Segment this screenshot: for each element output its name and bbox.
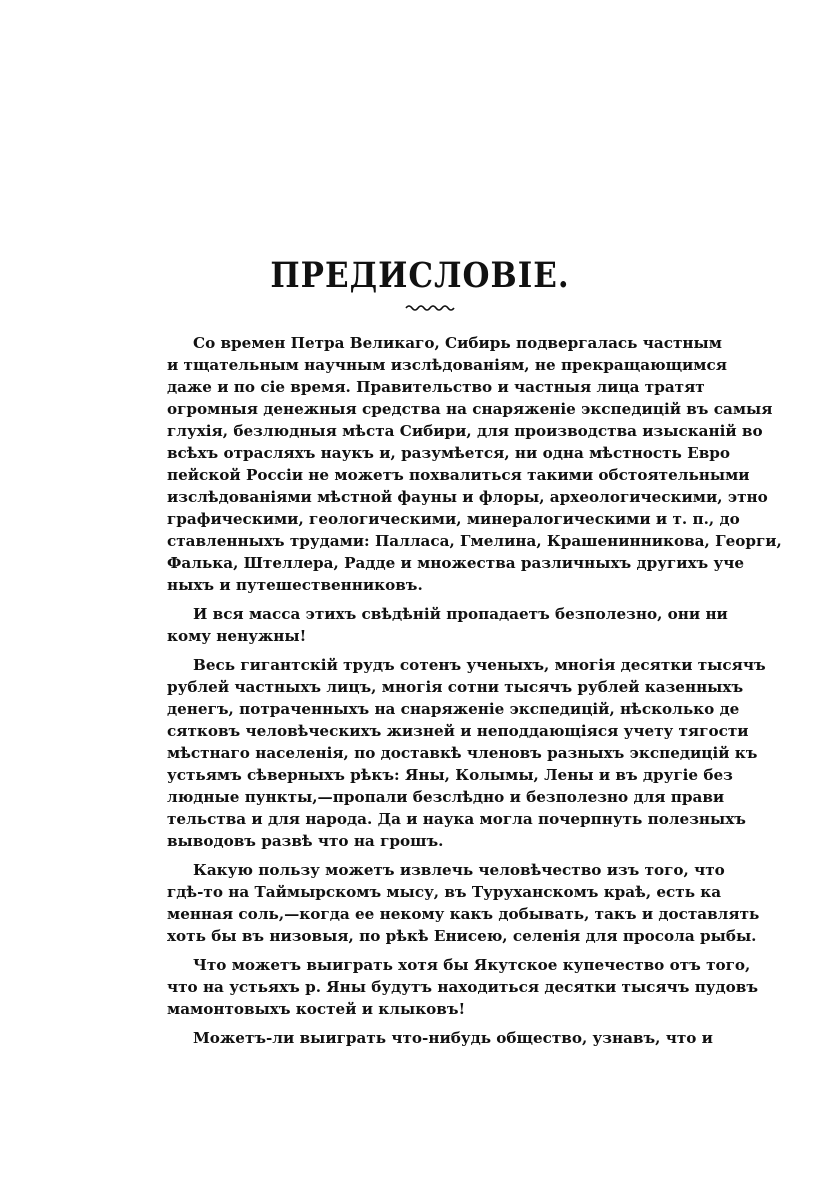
paragraph — [167, 859, 760, 947]
text-line: пейской Россіи не можетъ похвалиться такими обстоятельными — [167, 466, 750, 484]
text-line: Можетъ-ли выиграть что-нибудь общество, узнавъ, что и — [193, 1029, 713, 1047]
text-line: И вся масса этихъ свѣдѣній пропадаетъ безполезно, они ни — [193, 605, 728, 623]
text-line: что на устьяхъ р. Яны будутъ находиться десятки тысячъ пудовъ — [167, 978, 758, 996]
paragraph — [167, 603, 728, 647]
preface-body — [167, 332, 782, 1056]
text-line: огромныя денежныя средства на снаряженіе экспедицій въ самыя — [167, 400, 773, 418]
text-line: кому ненужны! — [167, 627, 307, 645]
text-line: Что можетъ выиграть хотя бы Якутское купечество отъ того, — [193, 956, 751, 974]
text-line: устьямъ сѣверныхъ рѣкъ: Яны, Колымы, Лены и въ другіе без — [167, 766, 733, 784]
text-line: изслѣдованіями мѣстной фауны и флоры, археологическими, этно — [167, 488, 768, 506]
text-line: мамонтовыхъ костей и клыковъ! — [167, 1000, 466, 1018]
text-line: гдѣ-то на Таймырскомъ мысу, въ Туруханскомъ краѣ, есть ка — [167, 883, 722, 901]
text-line: сятковъ человѣческихъ жизней и неподдающіяся учету тягости — [167, 722, 749, 740]
text-line: Со времен Петра Великаго, Сибирь подвергалась частным — [193, 334, 722, 352]
page-title: ПРЕДИСЛОВІЕ. — [270, 255, 570, 297]
text-line: рублей частныхъ лицъ, многія сотни тысячъ рублей казенныхъ — [167, 678, 744, 696]
paragraph — [167, 654, 766, 852]
wavy-rule-ornament-icon — [405, 303, 455, 313]
paragraph — [167, 954, 758, 1020]
text-line: менная соль,—когда ее некому какъ добывать, такъ и доставлять — [167, 905, 760, 923]
text-line: хоть бы въ низовыя, по рѣкѣ Енисею, селенія для просола рыбы. — [167, 927, 757, 945]
text-line: глухія, безлюдныя мѣста Сибири, для производства изысканій во — [167, 422, 763, 440]
text-line: даже и по сіе время. Правительство и частныя лица тратят — [167, 378, 705, 396]
paragraph — [167, 332, 782, 596]
text-line: и тщательным научным изслѣдованіям, не прекращающимся — [167, 356, 727, 374]
paragraph — [167, 1027, 713, 1049]
text-line: выводовъ развѣ что на грошъ. — [167, 832, 444, 850]
text-line: графическими, геологическими, минералогическими и т. п., до — [167, 510, 740, 528]
text-line: людные пункты,—пропали безслѣдно и безполезно для прави — [167, 788, 725, 806]
text-line: мѣстнаго населенія, по доставкѣ членовъ разныхъ экспедицій къ — [167, 744, 758, 762]
text-line: всѣхъ отрасляхъ наукъ и, разумѣется, ни одна мѣстность Евро — [167, 444, 730, 462]
text-line: Весь гигантскій трудъ сотенъ ученыхъ, многія десятки тысячъ — [193, 656, 766, 674]
text-line: ставленныхъ трудами: Палласа, Гмелина, Крашенинникова, Георги, — [167, 532, 782, 550]
text-line: Какую пользу можетъ извлечь человѣчество изъ того, что — [193, 861, 725, 879]
text-line: Фалька, Штеллера, Радде и множества различныхъ другихъ уче — [167, 554, 744, 572]
text-line: денегъ, потраченныхъ на снаряженіе экспедицій, нѣсколько де — [167, 700, 740, 718]
text-line: тельства и для народа. Да и наука могла почерпнуть полезныхъ — [167, 810, 746, 828]
text-line: ныхъ и путешественниковъ. — [167, 576, 423, 594]
